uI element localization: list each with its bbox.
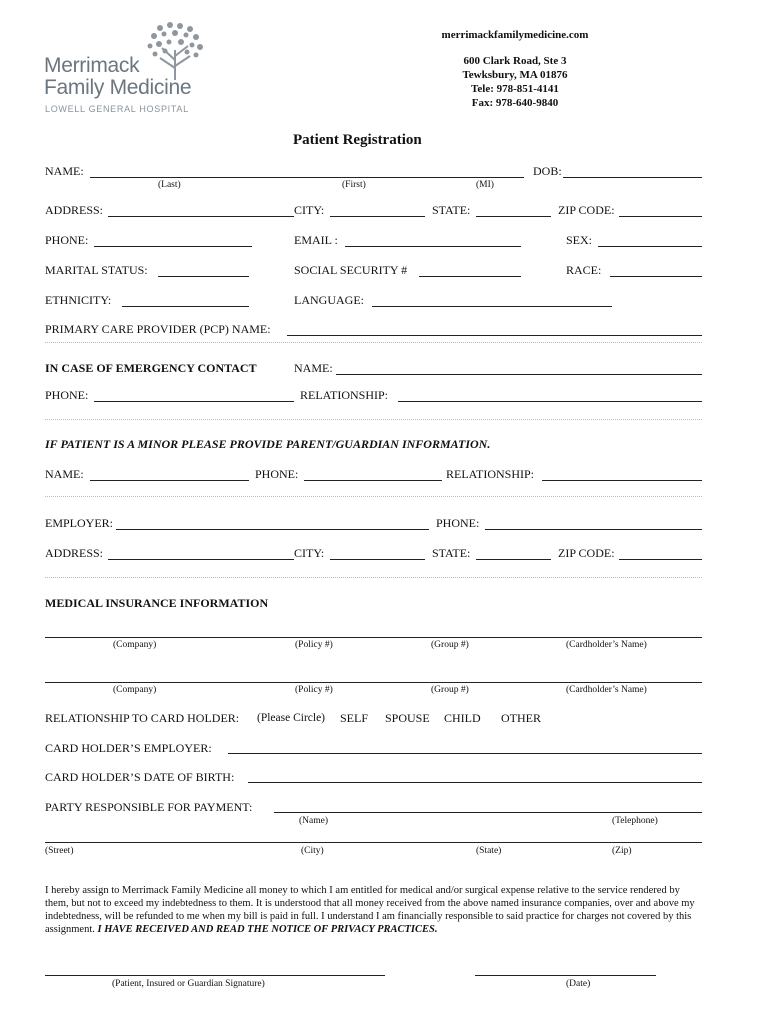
state-caption: (State) — [476, 846, 502, 856]
dob-field[interactable] — [563, 177, 702, 178]
address-field[interactable] — [108, 216, 294, 217]
party-telephone-caption: (Telephone) — [612, 816, 658, 826]
employer-zip-field[interactable] — [619, 559, 702, 560]
card-employer-field[interactable] — [228, 753, 702, 754]
language-field[interactable] — [372, 306, 612, 307]
city-field[interactable] — [330, 216, 425, 217]
emergency-relationship-field[interactable] — [398, 401, 702, 402]
divider — [45, 342, 702, 343]
address-label: ADDRESS: — [45, 203, 104, 217]
company-caption: (Company) — [113, 640, 157, 650]
option-spouse[interactable]: SPOUSE — [385, 711, 430, 725]
ethnicity-label: ETHNICITY: — [45, 293, 112, 307]
cardholder-caption: (Cardholder’s Name) — [566, 640, 647, 650]
insurance-line-2[interactable] — [45, 682, 702, 683]
name-field[interactable] — [90, 177, 524, 178]
city-caption: (City) — [301, 846, 324, 856]
website: merrimackfamilymedicine.com — [441, 29, 589, 41]
tree-logo-icon — [140, 20, 212, 82]
guardian-relationship-label: RELATIONSHIP: — [446, 467, 535, 481]
policy-caption: (Policy #) — [295, 685, 333, 695]
insurance-line-1[interactable] — [45, 637, 702, 638]
phone-field[interactable] — [94, 246, 252, 247]
page-title: Patient Registration — [293, 132, 422, 148]
city-label: CITY: — [294, 203, 325, 217]
marital-field[interactable] — [158, 276, 249, 277]
ssn-label: SOCIAL SECURITY # — [294, 263, 408, 277]
telephone: Tele: 978-851-4141 — [471, 83, 559, 95]
phone-label: PHONE: — [45, 233, 89, 247]
option-other[interactable]: OTHER — [501, 711, 541, 725]
logo-line2: Family Medicine — [44, 76, 192, 99]
guardian-phone-field[interactable] — [304, 480, 442, 481]
address-line1: 600 Clark Road, Ste 3 — [463, 55, 567, 67]
card-employer-label: CARD HOLDER’S EMPLOYER: — [45, 741, 212, 755]
emergency-relationship-label: RELATIONSHIP: — [300, 388, 389, 402]
date-field[interactable] — [475, 975, 656, 976]
language-label: LANGUAGE: — [294, 293, 364, 307]
employer-city-label: CITY: — [294, 546, 325, 560]
assignment-text: I hereby assign to Merrimack Family Medicine all money to which I am entitled for medical and/or surgical expense relative to the service rendered by them, but not to exceed my indebtedness to them. It is understood that all money received from the above named insurance companies, over and above my indebtedness, will be refunded to me when my bill is paid in full. I understand I am financially responsible to said practice for charges not covered by this assignment. — [45, 885, 695, 935]
zip-caption: (Zip) — [612, 846, 632, 856]
divider — [45, 577, 702, 578]
zip-field[interactable] — [619, 216, 702, 217]
insurance-heading: MEDICAL INSURANCE INFORMATION — [45, 596, 269, 610]
emergency-phone-label: PHONE: — [45, 388, 89, 402]
employer-field[interactable] — [116, 529, 429, 530]
emergency-phone-field[interactable] — [94, 401, 294, 402]
employer-state-label: STATE: — [432, 546, 471, 560]
employer-phone-label: PHONE: — [436, 516, 480, 530]
last-caption: (Last) — [158, 180, 181, 190]
first-caption: (First) — [342, 180, 366, 190]
ssn-field[interactable] — [419, 276, 521, 277]
emergency-heading: IN CASE OF EMERGENCY CONTACT — [45, 361, 257, 375]
state-field[interactable] — [476, 216, 551, 217]
company-caption: (Company) — [113, 685, 157, 695]
marital-label: MARITAL STATUS: — [45, 263, 148, 277]
policy-caption: (Policy #) — [295, 640, 333, 650]
contact-block — [420, 28, 610, 110]
guardian-relationship-field[interactable] — [542, 480, 702, 481]
party-address-field[interactable] — [45, 842, 702, 843]
logo-subtitle: LOWELL GENERAL HOSPITAL — [45, 104, 189, 114]
race-label: RACE: — [566, 263, 602, 277]
dob-label: DOB: — [533, 164, 562, 178]
group-caption: (Group #) — [431, 640, 469, 650]
address-line2: Tewksbury, MA 01876 — [462, 69, 568, 81]
guardian-name-label: NAME: — [45, 467, 84, 481]
email-field[interactable] — [345, 246, 521, 247]
race-field[interactable] — [610, 276, 702, 277]
employer-address-label: ADDRESS: — [45, 546, 104, 560]
divider — [45, 496, 702, 497]
date-caption: (Date) — [566, 979, 591, 989]
mi-caption: (MI) — [476, 180, 494, 190]
pcp-field[interactable] — [287, 335, 702, 336]
party-name-caption: (Name) — [299, 816, 329, 826]
employer-zip-label: ZIP CODE: — [558, 546, 615, 560]
zip-label: ZIP CODE: — [558, 203, 615, 217]
employer-state-field[interactable] — [476, 559, 551, 560]
minor-heading: IF PATIENT IS A MINOR PLEASE PROVIDE PARENT/GUARDIAN INFORMATION. — [45, 437, 491, 451]
pcp-label: PRIMARY CARE PROVIDER (PCP) NAME: — [45, 322, 271, 336]
assignment-paragraph — [45, 884, 705, 936]
signature-caption: (Patient, Insured or Guardian Signature) — [112, 979, 265, 989]
option-child[interactable]: CHILD — [444, 711, 481, 725]
logo-line1: Merrimack — [44, 54, 140, 77]
card-dob-label: CARD HOLDER’S DATE OF BIRTH: — [45, 770, 235, 784]
name-label: NAME: — [45, 164, 84, 178]
emergency-name-field[interactable] — [336, 374, 702, 375]
guardian-name-field[interactable] — [90, 480, 249, 481]
party-field[interactable] — [274, 812, 702, 813]
state-label: STATE: — [432, 203, 471, 217]
employer-address-field[interactable] — [108, 559, 294, 560]
cardholder-caption: (Cardholder’s Name) — [566, 685, 647, 695]
fax: Fax: 978-640-9840 — [471, 97, 559, 109]
ethnicity-field[interactable] — [122, 306, 249, 307]
card-relationship-label: RELATIONSHIP TO CARD HOLDER: — [45, 711, 240, 725]
group-caption: (Group #) — [431, 685, 469, 695]
street-caption: (Street) — [45, 846, 74, 856]
sex-field[interactable] — [598, 246, 702, 247]
option-self[interactable]: SELF — [340, 711, 369, 725]
please-circle-note: (Please Circle) — [257, 712, 326, 724]
emergency-name-label: NAME: — [294, 361, 333, 375]
guardian-phone-label: PHONE: — [255, 467, 299, 481]
employer-city-field[interactable] — [330, 559, 425, 560]
employer-phone-field[interactable] — [485, 529, 702, 530]
card-dob-field[interactable] — [248, 782, 702, 783]
sex-label: SEX: — [566, 233, 593, 247]
email-label: EMAIL : — [294, 233, 338, 247]
privacy-statement: I HAVE RECEIVED AND READ THE NOTICE OF PRIVACY PRACTICES. — [97, 924, 438, 935]
divider — [45, 419, 702, 420]
party-label: PARTY RESPONSIBLE FOR PAYMENT: — [45, 800, 253, 814]
employer-label: EMPLOYER: — [45, 516, 114, 530]
signature-field[interactable] — [45, 975, 385, 976]
